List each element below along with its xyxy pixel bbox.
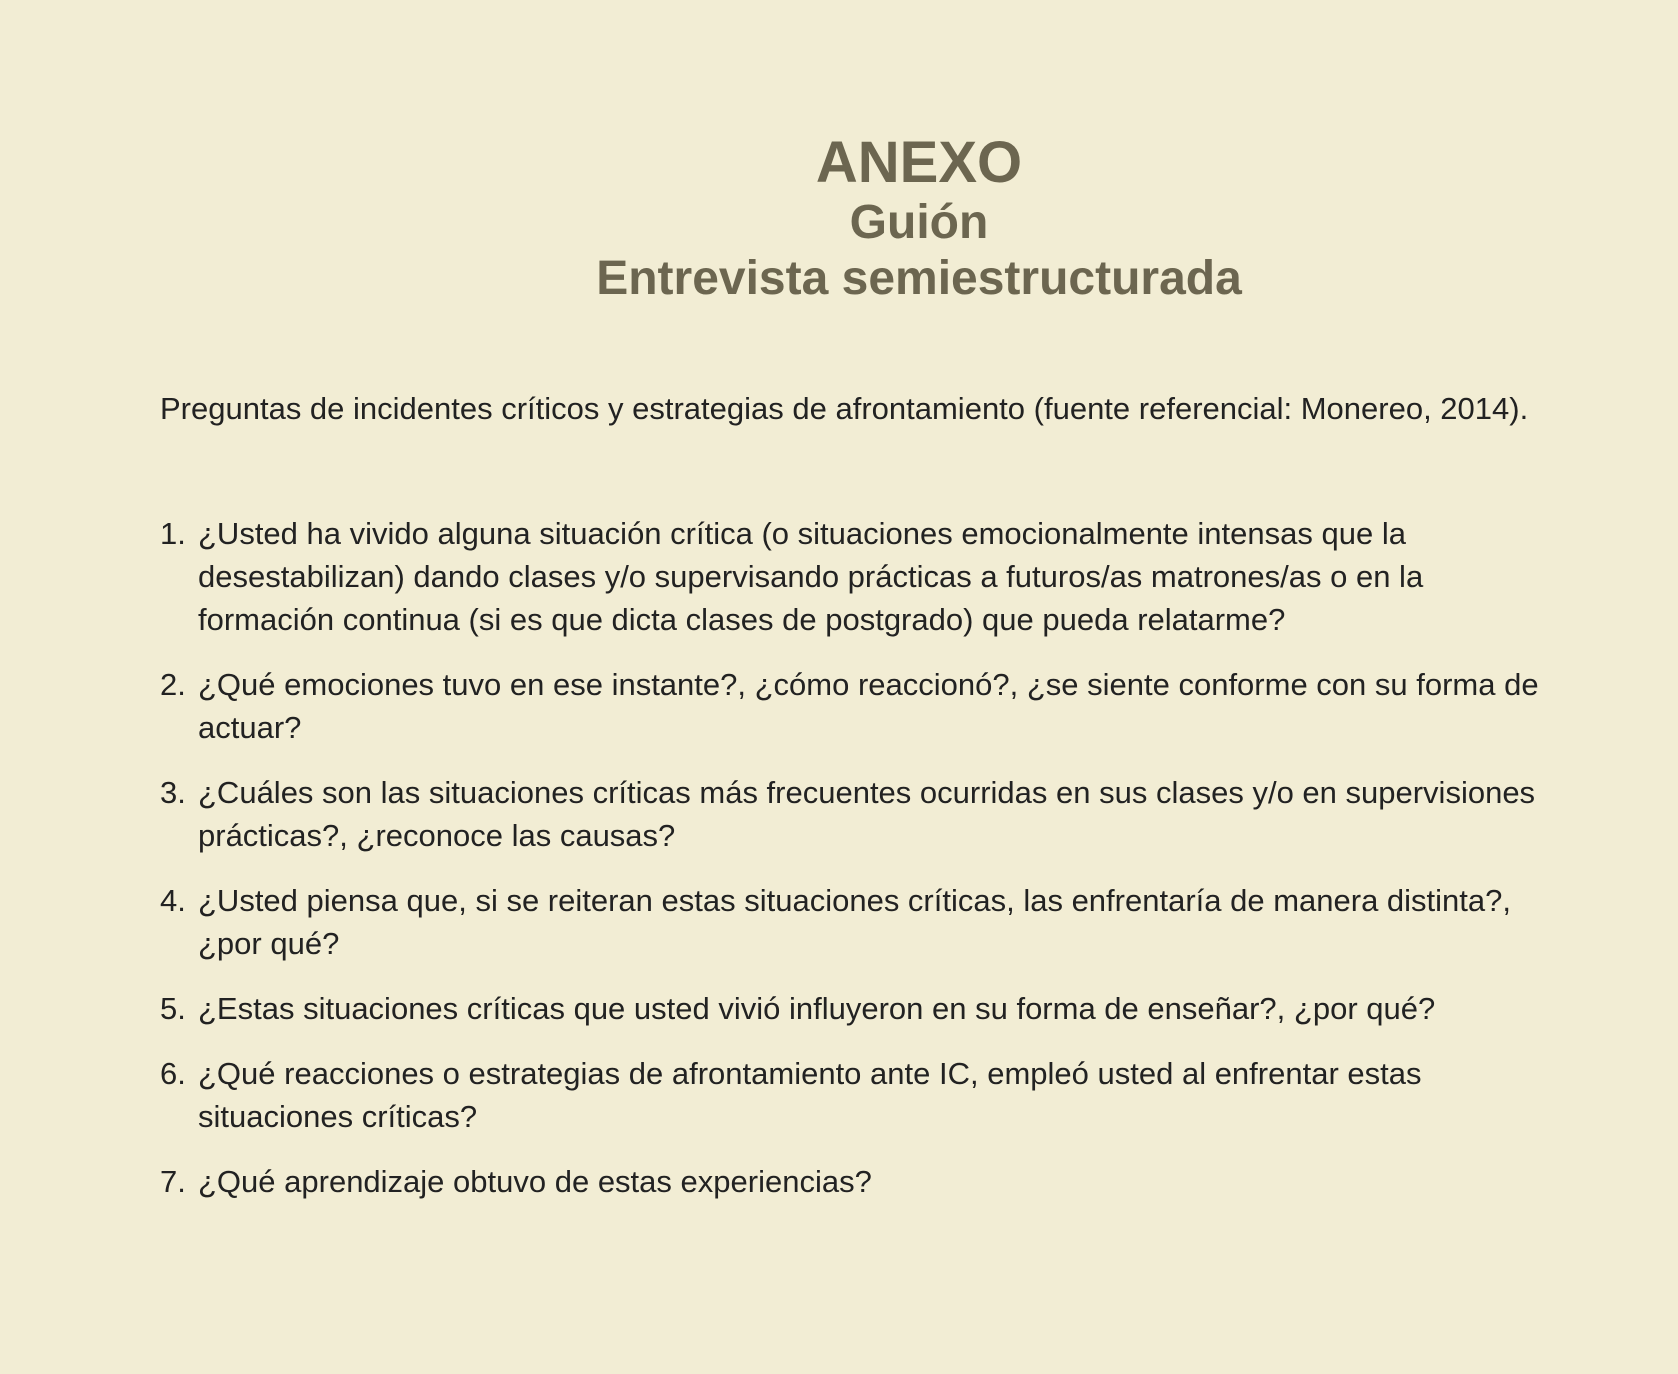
question-text: ¿Usted piensa que, si se reiteran estas situaciones críticas, las enfrentaría de manera distinta?, ¿por qué? <box>198 883 1512 961</box>
question-number: 1. <box>160 516 186 551</box>
question-number: 4. <box>160 883 186 918</box>
question-text: ¿Estas situaciones críticas que usted vivió influyeron en su forma de enseñar?, ¿por qué? <box>198 991 1436 1026</box>
questions-list <box>160 512 1540 1225</box>
question-number: 2. <box>160 667 186 702</box>
list-item <box>160 987 1540 1030</box>
question-number: 5. <box>160 991 186 1026</box>
list-item <box>160 771 1540 857</box>
list-item <box>160 512 1540 641</box>
question-text: ¿Cuáles son las situaciones críticas más frecuentes ocurridas en sus clases y/o en supervisiones prácticas?, ¿reconoce las causas? <box>198 775 1536 853</box>
question-number: 6. <box>160 1056 186 1091</box>
question-text: ¿Qué reacciones o estrategias de afrontamiento ante IC, empleó usted al enfrentar estas situaciones críticas? <box>198 1056 1422 1134</box>
question-number: 3. <box>160 775 186 810</box>
page-subtitle: Guión <box>849 196 989 249</box>
question-number: 7. <box>160 1164 186 1199</box>
list-item <box>160 663 1540 749</box>
question-text: ¿Qué aprendizaje obtuvo de estas experiencias? <box>198 1164 872 1199</box>
intro-paragraph: Preguntas de incidentes críticos y estrategias de afrontamiento (fuente referencial: Monereo, 2014). <box>160 391 1529 426</box>
question-text: ¿Qué emociones tuvo en ese instante?, ¿cómo reaccionó?, ¿se siente conforme con su forma de actuar? <box>198 667 1539 745</box>
document-header <box>0 131 1678 307</box>
list-item <box>160 879 1540 965</box>
list-item <box>160 1052 1540 1138</box>
page-subtitle-interview: Entrevista semiestructurada <box>596 252 1242 305</box>
page-title: ANEXO <box>815 130 1023 195</box>
list-item <box>160 1160 1540 1203</box>
question-text: ¿Usted ha vivido alguna situación crítica (o situaciones emocionalmente intensas que la desestabilizan) dando clases y/o supervisando prácticas a futuros/as matrones/as o en la formación continua (si es que dicta clases de postgrado) que pueda relatarme? <box>198 516 1424 637</box>
